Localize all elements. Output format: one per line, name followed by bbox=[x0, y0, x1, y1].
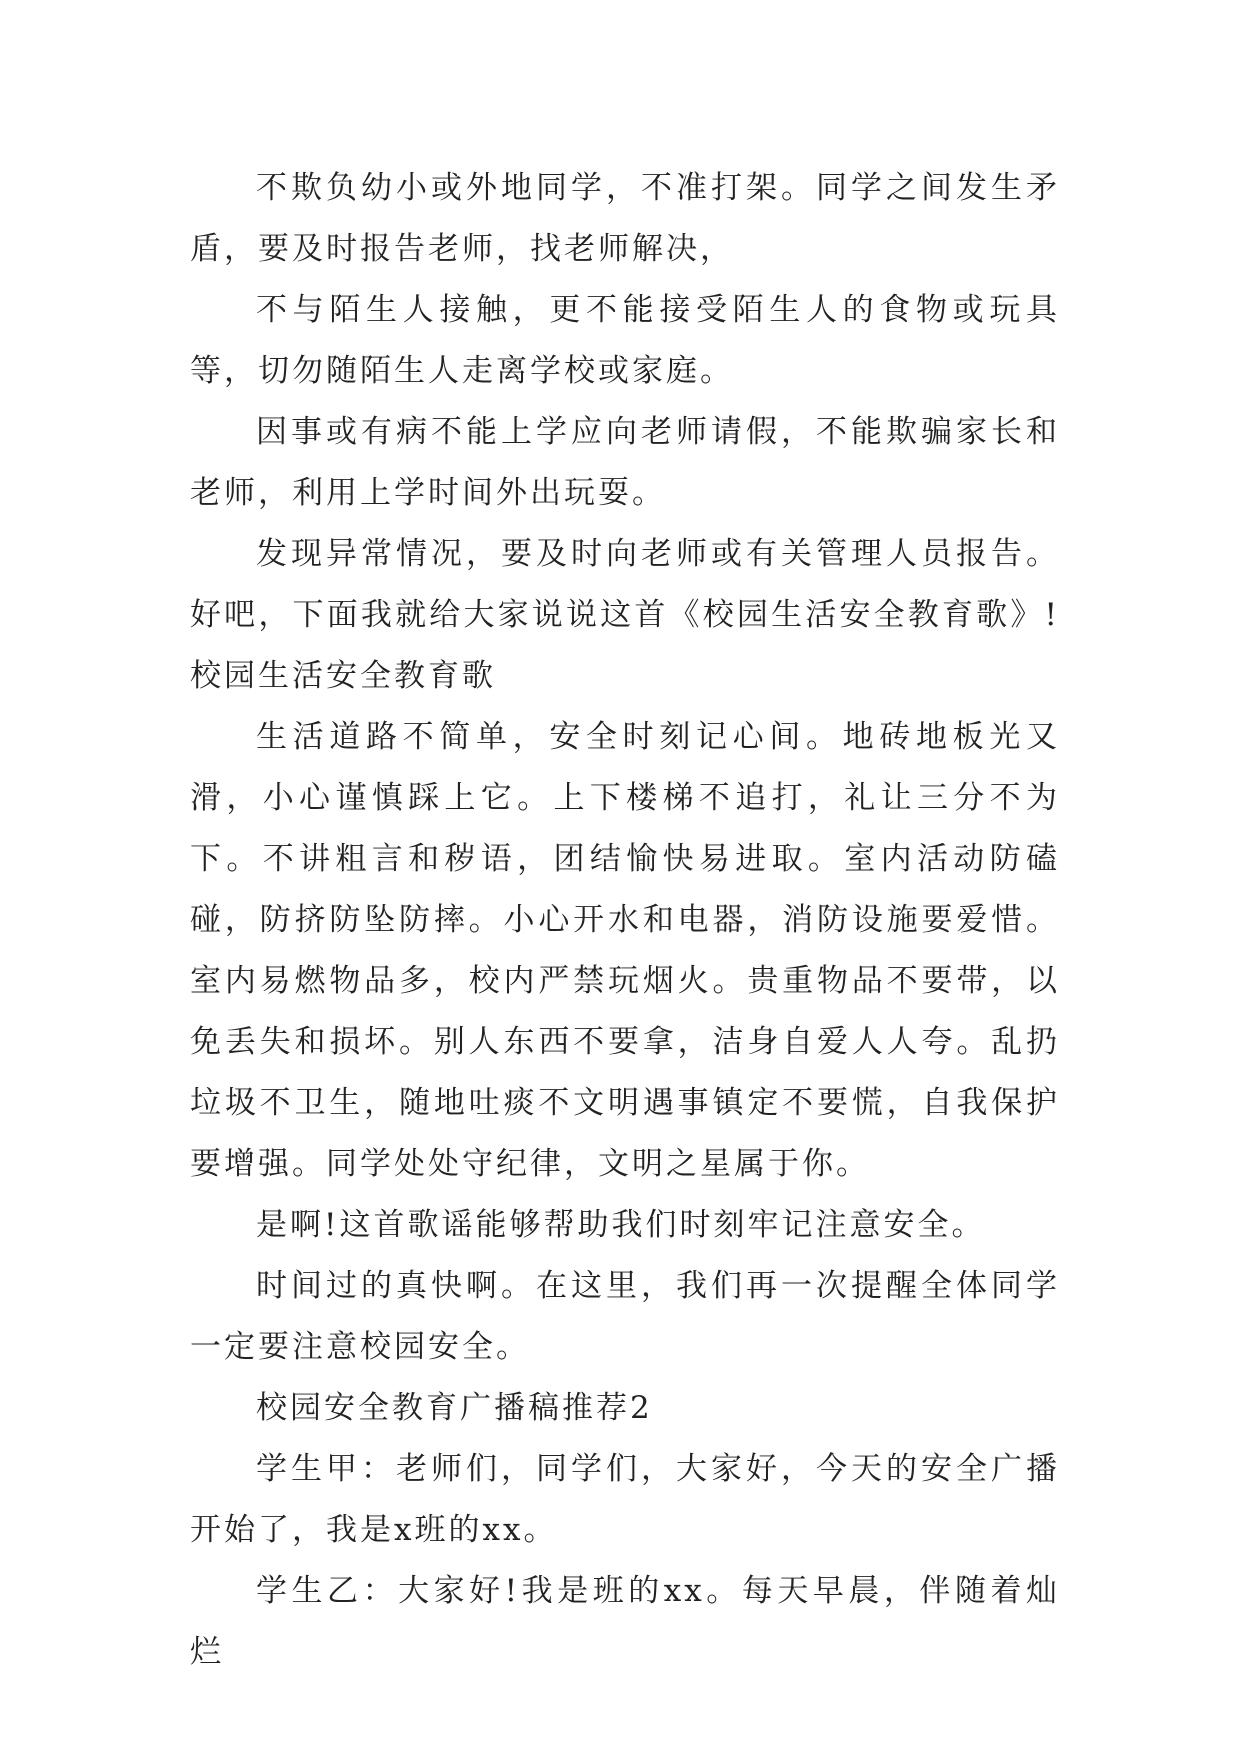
paragraph: 时间过的真快啊。在这里，我们再一次提醒全体同学一定要注意校园安全。 bbox=[190, 1268, 1060, 1365]
paragraph: 不欺负幼小或外地同学，不准打架。同学之间发生矛盾，要及时报告老师，找老师解决， bbox=[190, 170, 1060, 267]
paragraph: 不与陌生人接触，更不能接受陌生人的食物或玩具等，切勿随陌生人走离学校或家庭。 bbox=[190, 292, 1060, 389]
paragraph: 是啊!这首歌谣能够帮助我们时刻牢记注意安全。 bbox=[256, 1207, 986, 1243]
paragraph: 生活道路不简单，安全时刻记心间。地砖地板光又滑，小心谨慎踩上它。上下楼梯不追打，礼让三分不为下。不讲粗言和秽语，团结愉快易进取。室内活动防磕碰，防挤防坠防摔。小心开水和电器，消防设施要爱惜。室内易燃物品多，校内严禁玩烟火。贵重物品不要带，以免丢失和损坏。别人东西不要拿，洁身自爱人人夸。乱扔垃圾不卫生，随地吐痰不文明遇事镇定不要慌，自我保护要增强。同学处处守纪律，文明之星属于你。 bbox=[190, 719, 1060, 1182]
paragraph: 学生甲：老师们，同学们，大家好，今天的安全广播开始了，我是x班的xx。 bbox=[190, 1451, 1060, 1548]
section-heading: 校园安全教育广播稿推荐2 bbox=[256, 1390, 653, 1426]
paragraph: 学生乙：大家好!我是班的xx。每天早晨，伴随着灿烂 bbox=[190, 1573, 1060, 1670]
paragraph: 发现异常情况，要及时向老师或有关管理人员报告。好吧，下面我就给大家说说这首《校园生活安全教育歌》!校园生活安全教育歌 bbox=[190, 536, 1060, 694]
paragraph: 因事或有病不能上学应向老师请假，不能欺骗家长和老师，利用上学时间外出玩耍。 bbox=[190, 414, 1060, 511]
document-body bbox=[190, 158, 1060, 1683]
